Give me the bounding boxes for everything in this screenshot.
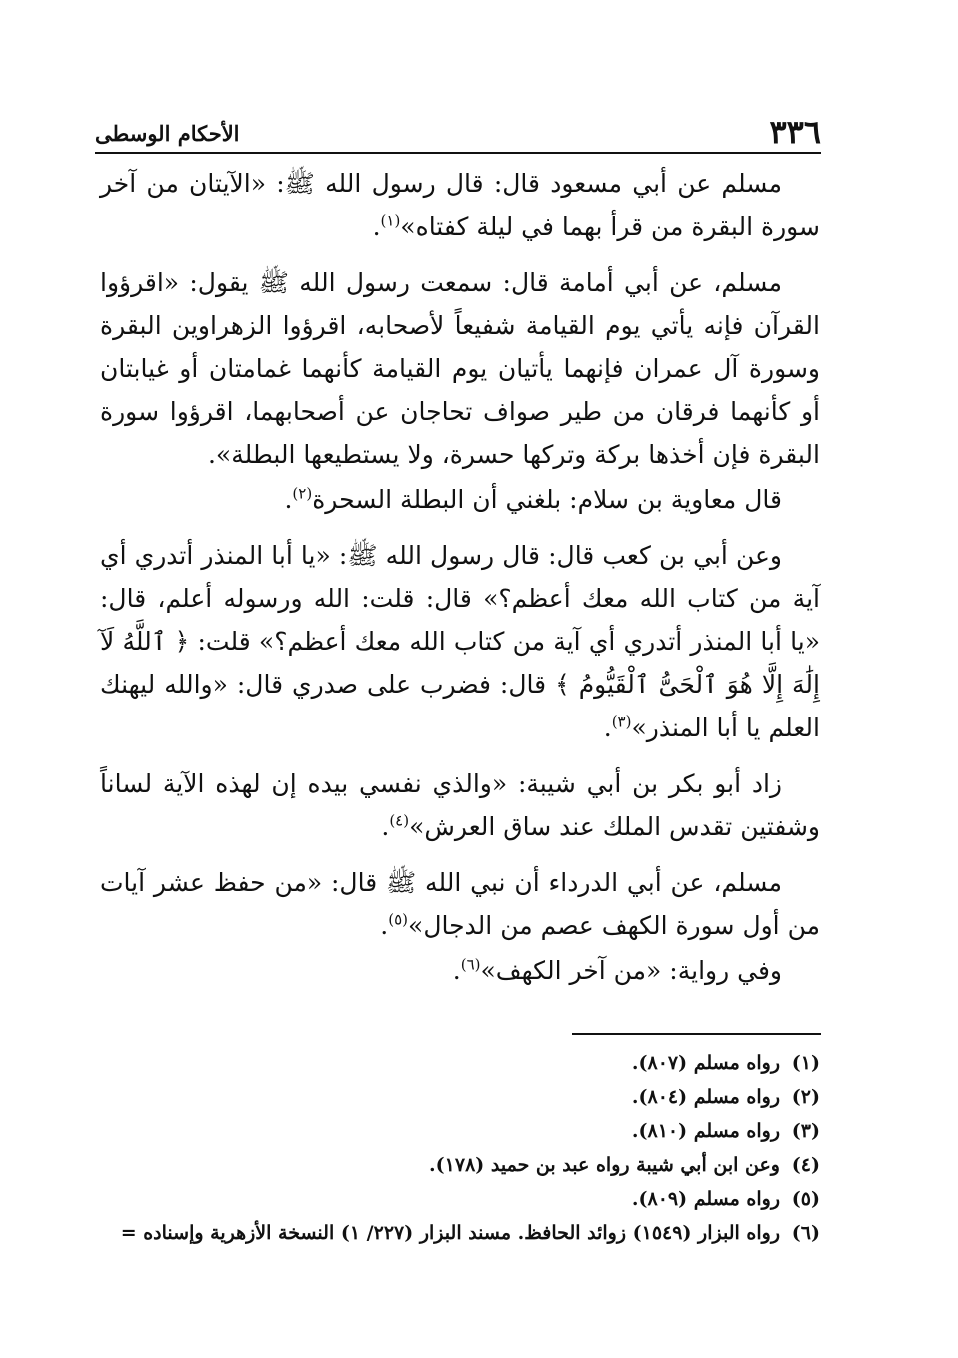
header-rule [95, 152, 821, 154]
paragraph-text: مسلم، عن أبي الدرداء أن نبي الله ﷺ قال: «من حفظ عشر آيات من أول سورة الكهف عصم من الدجال» [100, 868, 820, 940]
footnote [100, 1148, 820, 1182]
hadith-paragraph: زاد أبو بكر بن أبي شيبة: «والذي نفسي بيده إن لهذه الآية لساناً وشفتين تقدس الملك عند ساق العرش»$^{(٤)}$. [100, 769, 820, 841]
footnote [100, 1046, 820, 1080]
paragraph-text: مسلم، عن أبي أمامة قال: سمعت رسول الله ﷺ يقول: «اقرؤوا القرآن فإنه يأتي يوم القيامة شفيعاً لأصحابه، اقرؤوا الزهراوين البقرة وسورة آل عمران فإنهما يأتيان يوم القيامة كأنهما غمامتان أو غيابتان أو كأنهما فرقان من طير صواف تحاجان عن أصحابهما، اقرؤوا سورة البقرة فإن أخذها بركة وتركها حسرة، ولا يستطيعها البطلة». [100, 268, 820, 469]
footnote-text: رواه مسلم (٨٠٧). [631, 1052, 780, 1074]
page-header [95, 100, 821, 151]
footnote-text: رواه مسلم (٨٠٩). [631, 1188, 780, 1210]
footnote-ref: (٢) [292, 484, 313, 503]
hadith-paragraph: مسلم، عن أبي الدرداء أن نبي الله ﷺ قال: «من حفظ عشر آيات من أول سورة الكهف عصم من الدجال»$^{(٥)}$. [100, 868, 820, 940]
running-title: الأحكام الوسطى [95, 121, 240, 146]
footnote-number: (٥) [791, 1188, 820, 1210]
hadith-paragraph: قال معاوية بن سلام: بلغني أن البطلة السحرة$^{(٢)}$. [284, 484, 782, 514]
footnote [100, 1216, 820, 1250]
paragraph-text: مسلم عن أبي مسعود قال: قال رسول الله ﷺ: «الآيتان من آخر سورة البقرة من قرأ بهما في ليلة كفتاه» [100, 169, 820, 241]
hadith-paragraph: مسلم عن أبي مسعود قال: قال رسول الله ﷺ: «الآيتان من آخر سورة البقرة من قرأ بهما في ليلة كفتاه»$^{(١)}$. [100, 169, 820, 241]
footnote-ref: (٥) [388, 910, 409, 929]
footnote-number: (١) [791, 1052, 820, 1074]
paragraph-text: وعن أبي بن كعب قال: قال رسول الله ﷺ: «يا أبا المنذر أتدري أي آية من كتاب الله معك أعظم؟» قال: قلت: الله ورسوله أعلم، قال: «يا أبا المنذر أتدري أي آية من كتاب الله معك أعظم؟» قلت: ﴿ ٱللَّهُ لَآ إِلَٰهَ إِلَّا هُوَ ٱلْحَىُّ ٱلْقَيُّومُ ﴾ قال: فضرب على صدري قال: «والله ليهنك العلم يا أبا المنذر» [100, 541, 820, 742]
footnote-ref: (٤) [389, 811, 410, 830]
paragraph-text: زاد أبو بكر بن أبي شيبة: «والذي نفسي بيده إن لهذه الآية لساناً وشفتين تقدس الملك عند ساق العرش» [100, 769, 820, 841]
hadith-paragraph: وعن أبي بن كعب قال: قال رسول الله ﷺ: «يا أبا المنذر أتدري أي آية من كتاب الله معك أعظم؟» قال: قلت: الله ورسوله أعلم، قال: «يا أبا المنذر أتدري أي آية من كتاب الله معك أعظم؟» قلت: ﴿ ٱللَّهُ لَآ إِلَٰهَ إِلَّا هُوَ ٱلْحَىُّ ٱلْقَيُّومُ ﴾ قال: فضرب على صدري قال: «والله ليهنك العلم يا أبا المنذر»$^{(٣)}$. [100, 541, 820, 742]
footnote-text: رواه البزار (١٥٤٩) زوائد الحافظ. مسند البزار (٢٢٧/ ١) النسخة الأزهرية وإسناده = [120, 1222, 780, 1244]
main-text [100, 162, 820, 1005]
footnote [100, 1080, 820, 1114]
page-number: ٣٣٦ [769, 113, 821, 151]
paragraph-text: قال معاوية بن سلام: بلغني أن البطلة السحرة [312, 485, 782, 514]
footnote [100, 1114, 820, 1148]
footnote-number: (٤) [791, 1154, 820, 1176]
footnote [100, 1182, 820, 1216]
footnote-text: رواه مسلم (٨١٠). [631, 1120, 780, 1142]
paragraph-text: وفي رواية: «من آخر الكهف» [480, 956, 782, 985]
footnote-ref: (٣) [611, 712, 632, 731]
hadith-paragraph [100, 261, 820, 476]
footnote-number: (٣) [791, 1120, 820, 1142]
footnote-ref: (١) [380, 211, 401, 230]
hadith-paragraph: وفي رواية: «من آخر الكهف»$^{(٦)}$. [452, 955, 782, 985]
footnote-ref: (٦) [460, 955, 481, 974]
footnotes [100, 1046, 820, 1250]
footnote-text: وعن ابن أبي شيبة رواه عبد بن حميد (١٧٨). [429, 1154, 780, 1176]
footnote-number: (٢) [791, 1086, 820, 1108]
footnote-text: رواه مسلم (٨٠٤). [631, 1086, 780, 1108]
footnotes-rule [572, 1033, 821, 1035]
footnote-number: (٦) [791, 1222, 820, 1244]
